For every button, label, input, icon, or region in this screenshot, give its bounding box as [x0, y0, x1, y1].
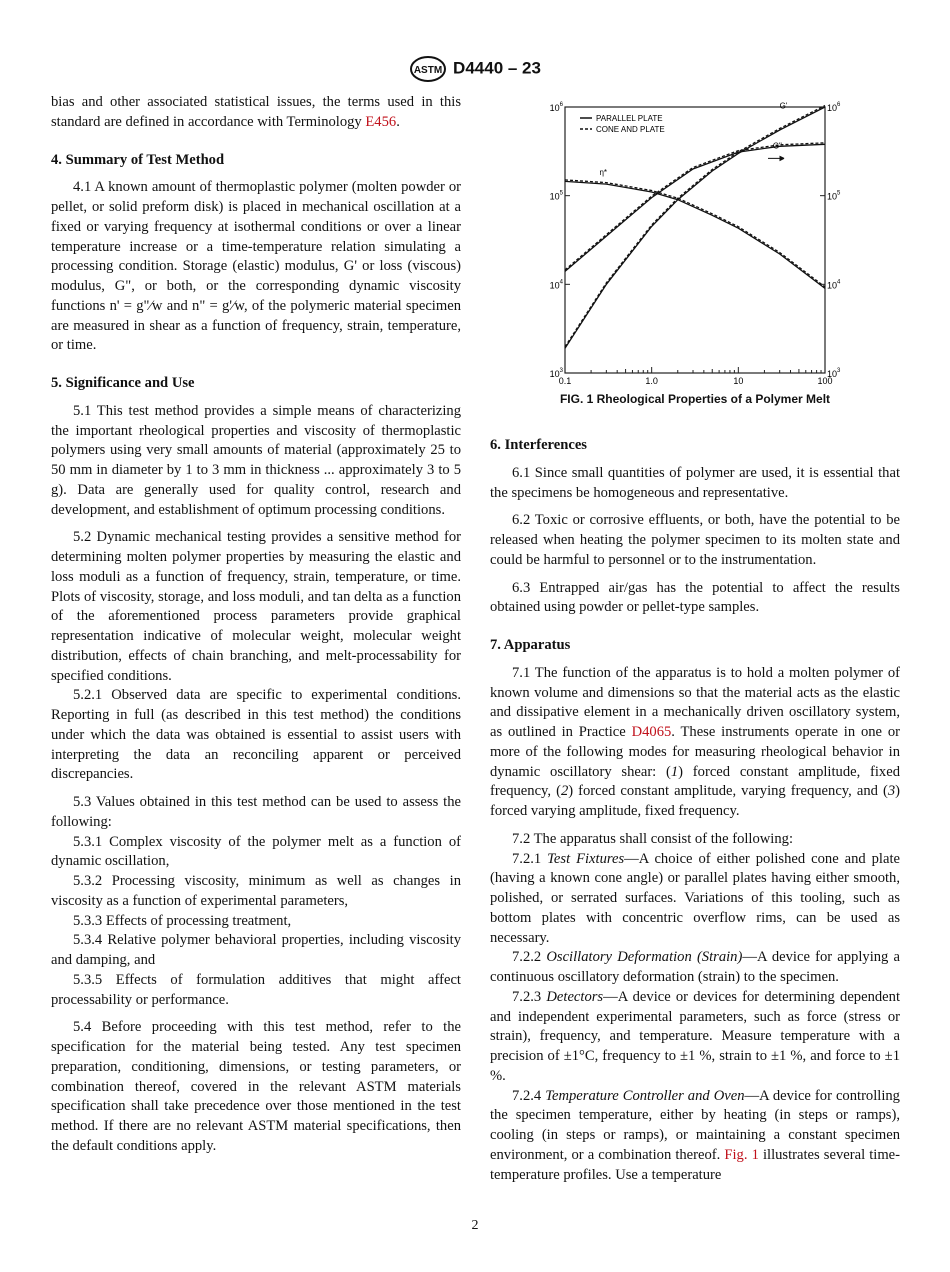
plot-frame	[565, 107, 825, 373]
paragraph-7-2-3	[490, 988, 900, 1087]
paragraph-4-1: 4.1 A known amount of thermoplastic polymer (molten powder or pellet, or solid preform disk) is placed in mechanical oscillation at a fixed or varying frequency at isothermal conditions or over a linear temperature increase or a time-temperature relation simulating a processing condition. Storage (elastic) modulus, G' or loss (viscous) modulus, G", or both, or the corresponding dynamic viscosity functions n' = g"⁄w and n" = g'⁄w, of the polymeric material specimen are measured in shear as a function of frequency, strain, temperature, or time.	[51, 179, 461, 354]
paragraph-7-1	[490, 664, 900, 822]
text: illustrates several time-temperature profiles. Use a temperature	[490, 1146, 901, 1183]
figure-1-chart	[530, 95, 860, 415]
paragraph-7-2-2	[490, 948, 900, 988]
paragraph-5-3-4: 5.3.4 Relative polymer behavioral properties, including viscosity and damping, and	[51, 932, 461, 968]
y-tick-label-left: $10^6$	[549, 102, 563, 113]
series-line-dashed	[565, 143, 825, 270]
paragraph-5-3-1: 5.3.1 Complex viscosity of the polymer melt as a function of dynamic oscillation,	[51, 833, 461, 870]
paragraph-7-2-1	[490, 850, 900, 949]
text: bias and other associated statistical issues, the terms used in this standard are defined in accordance with Terminology	[51, 94, 461, 130]
series-line-dashed	[565, 106, 825, 347]
paragraph-7-2-4	[490, 1087, 900, 1186]
text: —A choice of either polished cone and plate (having a known cone angle) or parallel plates having either smooth, polished, or serrated surfaces. Variations of this tooling, such as bottom plates with concentric overflow rims, can be used as necessary.	[490, 850, 900, 946]
page-header	[0, 56, 950, 82]
paragraph-5-1: 5.1 This test method provides a simple means of characterizing the important rheological properties and viscosity of thermoplastic polymers using very small amounts of material (approximately 25 to 50 mm in diameter by 1 to 3 mm in thickness ... approximately 3 to 5 g). Data are generally used for quality control, research and development, and establishment of optimum processing conditions.	[51, 402, 461, 518]
paragraph-5-3-2: 5.3.2 Processing viscosity, minimum as well as changes in viscosity as a function of experimental parameters,	[51, 873, 461, 909]
astm-logo-icon	[409, 56, 447, 82]
text: 3	[887, 783, 896, 800]
text: Detectors	[546, 988, 604, 1005]
paragraph-6-2: 6.2 Toxic or corrosive effluents, or both, have the potential to be released when heating the polymer specimen to its molten state and could be harmful to personnel or to the instrumentation.	[490, 512, 900, 568]
paragraph-7-2: 7.2 The apparatus shall consist of the following:	[512, 830, 794, 847]
text: Test Fixtures	[547, 850, 625, 867]
paragraph-5-2-1: 5.2.1 Observed data are specific to experimental conditions. Reporting in full (as described in this test method) the conditions under which the data was obtained is essential to assist users with interpreting the data an reconciling apparent or perceived discrepancies.	[51, 687, 461, 783]
figure-caption: FIG. 1 Rheological Properties of a Polymer Melt	[559, 392, 831, 406]
paragraph-5-4: 5.4 Before proceeding with this test method, refer to the specification for the material being tested. Any test specimen preparation, conditioning, dimensions, or testing parameters, or combination thereof, covered in the relevant ASTM materials specification shall take precedence over those mentioned in the test method. If there are no relevant ASTM material specifications, then the default conditions apply.	[51, 1019, 461, 1154]
text: 2	[560, 783, 569, 800]
label-eta-star: η*	[599, 168, 608, 178]
x-tick-label: 10	[733, 376, 744, 386]
y-tick-label-right: $10^4$	[827, 279, 841, 291]
y-tick-label-right: $10^6$	[827, 102, 841, 113]
arrow-icon	[768, 156, 784, 160]
text: 7.2.1	[512, 850, 548, 867]
text: ) forced constant amplitude, fixed frequency, (	[490, 763, 900, 800]
paragraph-5-3-5: 5.3.5 Effects of formulation additives that might affect processability or performance.	[51, 971, 461, 1008]
paragraph-6-3: 6.3 Entrapped air/gas has the potential to affect the results obtained using powder or pellet-type samples.	[490, 579, 900, 616]
text: Oscillatory Deformation (Strain)	[546, 949, 743, 966]
chart-svg	[530, 95, 860, 395]
label-g-double-prime: G"	[772, 141, 782, 151]
link-e456[interactable]: E456	[365, 113, 397, 130]
text: 7.2.4	[512, 1087, 546, 1104]
text: . These instruments operate in one or more of the following modes for measuring rheological behavior in dynamic oscillatory shear: (	[490, 724, 900, 780]
x-tick-label: 100	[817, 376, 833, 386]
page-number: 2	[471, 1218, 479, 1233]
paragraph	[51, 93, 461, 133]
text: 7.1 The function of the apparatus is to hold a molten polymer of known volume and dimensions so that the material acts as the elastic and dissipative element in a mechanically driven oscillatory system, as outlined in Practice	[490, 664, 900, 740]
paragraph-5-3-3: 5.3.3 Effects of processing treatment,	[73, 912, 292, 929]
paragraph-5-2: 5.2 Dynamic mechanical testing provides a sensitive method for determining molten polymer properties by measuring the elastic and loss moduli as a function of frequency, strain, temperature, or time. Plots of viscosity, storage, and loss moduli, and tan delta as a function of the aforementioned process parameters provide graphical representation indicative of molecular weight, molecular weight distribution, effects of chain branching, and melt-processability for specified conditions.	[51, 529, 461, 684]
text: 7.2.2	[512, 949, 547, 966]
series-line-solid	[565, 181, 825, 288]
text: ) forced varying amplitude, fixed frequency.	[490, 783, 900, 819]
legend-label: PARALLEL PLATE	[596, 114, 663, 123]
link-d4065[interactable]: D4065	[631, 724, 672, 740]
text: Temperature Controller and Oven	[545, 1087, 745, 1104]
section-heading-7: 7. Apparatus	[490, 637, 571, 653]
y-tick-label-left: $10^4$	[549, 279, 563, 291]
text: —A device for controlling the specimen temperature, either by heating (in steps or ramps), cooling (in steps or ramps), or maintaining a constant specimen environment, or a combination thereof.	[490, 1087, 900, 1163]
y-tick-label-right: $10^3$	[827, 368, 841, 379]
y-tick-label-left: $10^3$	[549, 368, 563, 379]
right-column	[490, 436, 900, 1185]
text: 1	[670, 763, 679, 780]
designation: D4440 – 23	[453, 58, 541, 78]
section-heading-4: 4. Summary of Test Method	[51, 151, 225, 168]
link-fig-1[interactable]: Fig. 1	[724, 1146, 759, 1163]
text: —A device or devices for determining dependent and independent experimental parameters, such as force (stress or strain), frequency, and temperature. Measure temperature with a precision of ±1°C, frequency to ±1 %, strain to ±1 %, and force to ±1 %.	[490, 988, 900, 1084]
x-tick-label: 0.1	[558, 376, 572, 386]
svg-text:ASTM: ASTM	[413, 65, 443, 76]
section-heading-6: 6. Interferences	[490, 437, 587, 453]
label-g-prime: G'	[779, 101, 788, 111]
section-heading-5: 5. Significance and Use	[51, 375, 195, 391]
x-tick-label: 1.0	[645, 376, 658, 386]
text: ) forced constant amplitude, varying frequency, and (	[568, 783, 888, 800]
text: —A device for applying a continuous oscillatory deformation (strain) to the specimen.	[490, 949, 900, 985]
paragraph-6-1: 6.1 Since small quantities of polymer are used, it is essential that the specimens be homogeneous and representative.	[490, 464, 900, 501]
text: 7.2.3	[512, 988, 547, 1005]
series-line-solid	[565, 107, 825, 348]
legend-label: CONE AND PLATE	[596, 125, 665, 134]
text: .	[396, 113, 400, 130]
series-line-dashed	[565, 180, 825, 287]
y-tick-label-right: $10^5$	[827, 190, 841, 202]
paragraph-5-3: 5.3 Values obtained in this test method can be used to assess the following:	[51, 794, 461, 830]
left-column	[51, 93, 461, 1165]
y-tick-label-left: $10^5$	[549, 190, 563, 202]
